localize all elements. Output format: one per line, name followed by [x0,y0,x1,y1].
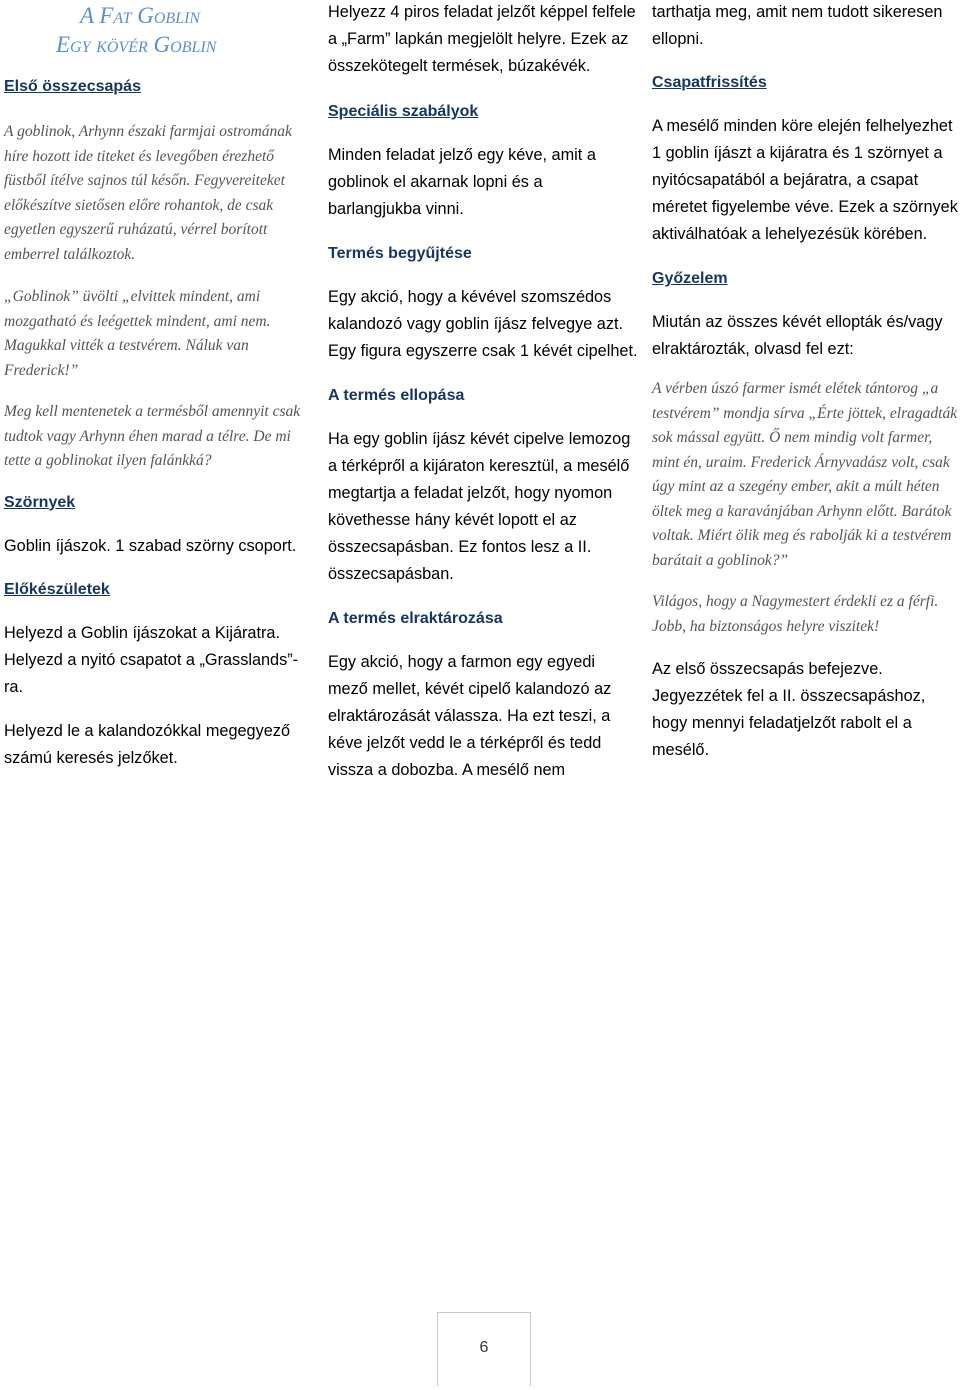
farmer-paragraph: A vérben úszó farmer ismét elétek tántorog „a testvérem” mondja sírva „Érte jöttek, elragadták sok mással együtt. Ő nem mindig volt farmer, mint én, uraim. Frederick Árnyvadász volt, csak úgy mint az a szegény ember, akit a múlt héten öltek meg a karavánjában Arhynn előtt. Barátok voltak. Miért ölik meg és rabolják ki a testvérem barátait a goblinok?” [652,380,958,569]
column-2 [328,0,638,784]
heading-special-rules: Speciális szabályok [328,103,479,120]
prep-paragraph-1: Helyezd a Goblin íjászokat a Kijáratra. Helyezd a nyitó csapatot a „Grasslands”-ra. [4,623,299,696]
steal-crop-paragraph: Ha egy goblin íjász kévét cipelve lemozog a térképről a kijáraton keresztül, a mesélő megtartja a feladat jelzőt, hogy nyomon követhesse hány kévét lopott el az összecsapásban. Ez fontos lesz a II. összecsapásban. [328,430,631,583]
setup-continued: Helyezz 4 piros feladat jelzőt képpel felfele a „Farm” lapkán megjelölt helyre. Ezek az összekötegelt termések, búzakévék. [328,3,636,75]
heading-first-encounter: Első összecsapás [4,78,141,95]
heading-gather-crop: Termés begyűjtése [328,245,472,262]
heading-preparation: Előkészületek [4,580,110,598]
special-rules-paragraph: Minden feladat jelző egy kéve, amit a goblinok el akarnak lopni és a barlangjukba vinni. [328,146,596,218]
victory-paragraph: Miután az összes kévét ellopták és/vagy elraktározták, olvasd fel ezt: [652,313,943,358]
column-1 [4,0,312,772]
prep-paragraph-2: Helyezd le a kalandozókkal megegyező számú keresés jelzőket. [4,721,290,767]
save-paragraph: Meg kell mentenetek a termésből amennyit csak tudtok vagy Arhynn éhen marad a télre. De mi tette a goblinokat ilyen falánkká? [4,403,301,469]
heading-reinforcement: Csapatfrissítés [652,74,767,91]
heading-store-crop: A termés elraktározása [328,610,503,627]
quote-paragraph: „Goblinok” üvölti „elvittek mindent, ami mozgatható és leégettek mindent, ami nem. Magukkal vitték a testvérem. Náluk van Frederick!” [4,288,271,379]
store-crop-paragraph: Egy akció, hogy a farmon egy egyedi mező mellet, kévét cipelő kalandozó az elraktározását válassza. Ha ezt teszi, a kéve jelzőt vedd le a térképről és tedd vissza a dobozba. A mesélő nem [328,653,612,779]
title-hungarian: Egy kövér Goblin [56,32,217,57]
page-number-box [437,1312,531,1386]
column-3 [652,0,960,764]
store-continued: tarthatja meg, amit nem tudott sikeresen ellopni. [652,3,943,48]
gather-crop-paragraph: Egy akció, hogy a kévével szomszédos kalandozó vagy goblin íjász felvegye azt. Egy figura egyszerre csak 1 kévét cipelhet. [328,288,638,360]
heading-monsters: Szörnyek [4,493,76,511]
monsters-paragraph: Goblin íjászok. 1 szabad szörny csoport. [4,536,297,555]
heading-steal-crop: A termés ellopása [328,387,465,404]
title-english: A Fat Goblin [80,3,201,28]
reinforcement-paragraph: A mesélő minden köre elején felhelyezhet 1 goblin íjászt a kijáratra és 1 szörnyet a nyitócsapatából a bejáratra, a csapat méretet figyelembe véve. Ezek a szörnyek aktiválhatóak a lehelyezésük körében. [652,117,958,243]
page-number: 6 [479,1339,489,1356]
intro-paragraph: A goblinok, Arhynn északi farmjai ostromának híre hozott ide titeket és levegőben érezhető füstből ítélve sajnos túl későn. Fegyvereiteket előkészítve sietősen előre rohantok, de csak egyetlen egyszerű ruházatú, vérrel borított emberrel találkoztok. [4,123,292,263]
heading-victory: Győzelem [652,270,728,287]
clear-paragraph: Világos, hogy a Nagymestert érdekli ez a férfi. Jobb, ha biztonságos helyre viszitek! [652,593,939,635]
end-paragraph: Az első összecsapás befejezve. Jegyezzétek fel a II. összecsapáshoz, hogy mennyi feladatjelzőt rabolt el a mesélő. [652,660,926,759]
